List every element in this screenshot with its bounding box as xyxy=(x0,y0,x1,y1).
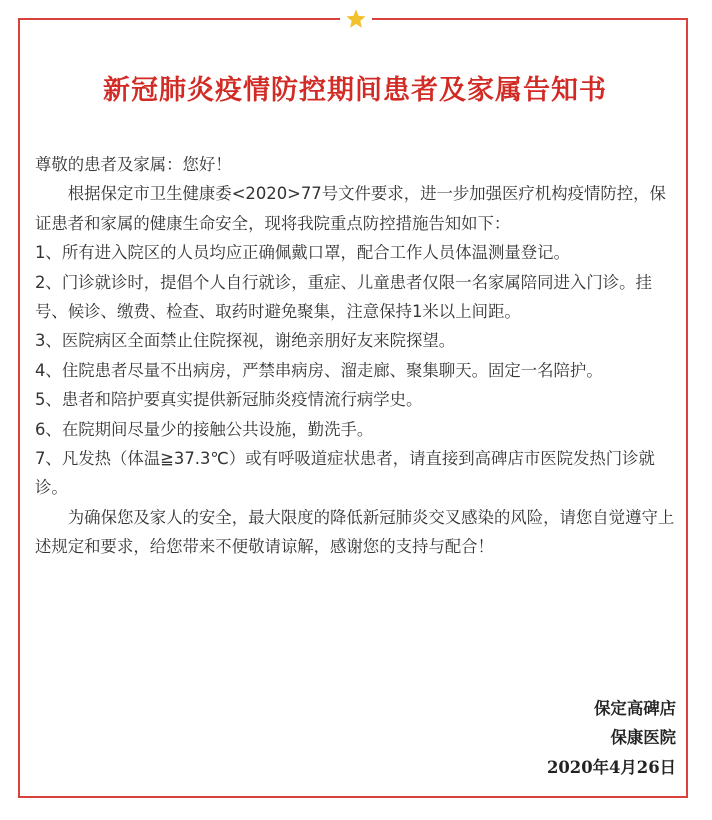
notice-title: 新冠肺炎疫情防控期间患者及家属告知书 xyxy=(103,75,607,106)
greeting: 尊敬的患者及家属：您好！ xyxy=(35,155,232,174)
list-item: 7、凡发热（体温≧37.3℃）或有呼吸道症状患者，请直接到高碑店市医院发热门诊就诊。 xyxy=(35,449,655,498)
intro-paragraph: 根据保定市卫生健康委<2020>77号文件要求，进一步加强医疗机构疫情防控，保证患者和家属的健康生命安全，现将我院重点防控措施告知如下： xyxy=(35,184,666,233)
notice-body xyxy=(35,150,675,562)
list-item: 2、门诊就诊时，提倡个人自行就诊，重症、儿童患者仅限一名家属陪同进入门诊。挂号、候诊、缴费、检查、取药时避免聚集，注意保持1米以上间距。 xyxy=(35,272,652,322)
signature-location: 保定高碑店 xyxy=(594,699,676,718)
star-badge xyxy=(340,4,372,34)
list-item: 5、患者和陪护要真实提供新冠肺炎疫情流行病学史。 xyxy=(35,390,423,410)
signature-hospital: 保康医院 xyxy=(610,728,676,748)
list-item: 6、在院期间尽量少的接触公共设施，勤洗手。 xyxy=(35,419,374,439)
closing-paragraph: 为确保您及家人的安全，最大限度的降低新冠肺炎交叉感染的风险，请您自觉遵守上述规定和要求，给您带来不便敬请谅解，感谢您的支持与配合！ xyxy=(35,507,675,557)
star-icon xyxy=(345,8,367,30)
list-item: 4、住院患者尽量不出病房，严禁串病房、溜走廊、聚集聊天。固定一名陪护。 xyxy=(35,360,603,380)
list-item: 1、所有进入院区的人员均应正确佩戴口罩，配合工作人员体温测量登记。 xyxy=(35,243,570,263)
signature-block xyxy=(547,694,676,782)
list-item: 3、医院病区全面禁止住院探视，谢绝亲朋好友来院探望。 xyxy=(35,331,456,351)
signature-date: 2020年4月26日 xyxy=(546,757,676,777)
